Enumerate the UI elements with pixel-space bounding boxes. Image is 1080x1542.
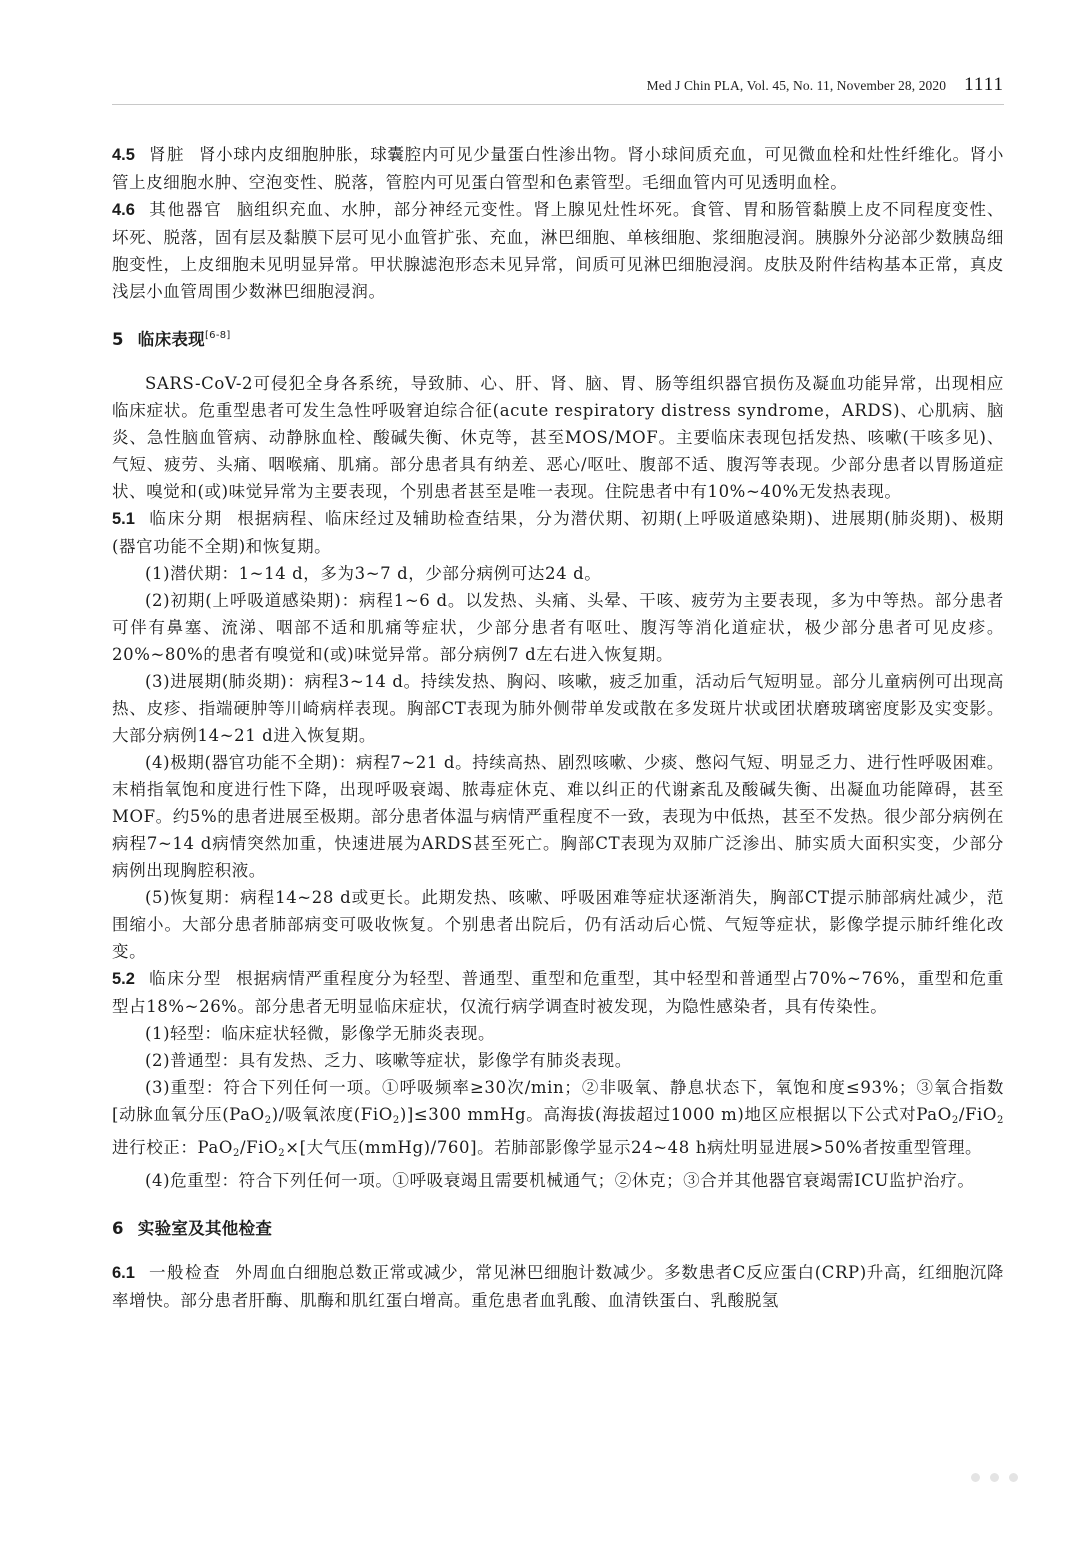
subsection-5-1 [112, 505, 1004, 560]
subscript: 2 [997, 1115, 1005, 1126]
paragraph-text: 根据病程、临床经过及辅助检查结果，分为潜伏期、初期(上呼吸道感染期)、进展期(肺炎期)、极期(器官功能不全期)和恢复期。 [112, 509, 1005, 556]
journal-citation: Med J Chin PLA, Vol. 45, No. 11, November 28, 2020 [646, 78, 947, 93]
dot-icon [990, 1473, 999, 1482]
subsection-title: 一般检查 [148, 1263, 222, 1282]
paragraph-text: 外周血白细胞总数正常或减少，常见淋巴细胞计数减少。多数患者C反应蛋白(CRP)升高，红细胞沉降率增快。部分患者肝酶、肌酶和肌红蛋白增高。重危患者血乳酸、血清铁蛋白、乳酸脱氢 [112, 1263, 1004, 1310]
text-run: ×[大气压(mmHg)/760]。若肺部影像学显示24~48 h病灶明显进展>50%者按重型管理。 [285, 1138, 983, 1157]
article-body [112, 141, 1004, 1314]
text-run: /FiO [240, 1138, 279, 1157]
subsection-title: 其他器官 [148, 200, 223, 219]
dot-icon [971, 1473, 980, 1482]
text-run: 进行校正：PaO [112, 1138, 234, 1157]
subscript: 2 [278, 1148, 286, 1159]
subscript: 2 [264, 1115, 272, 1126]
subscript: 2 [233, 1148, 240, 1159]
paragraph-text: 肾小球内皮细胞肿胀，球囊腔内可见少量蛋白性渗出物。肾小球间质充血，可见微血栓和灶性纤维化。肾小管上皮细胞水肿、空泡变性、脱落，管腔内可见蛋白管型和色素管型。毛细血管内可见透明血栓。 [112, 145, 1005, 192]
stage-item-recovery: (5)恢复期：病程14~28 d或更长。此期发热、咳嗽、呼吸困难等症状逐渐消失，胸部CT提示肺部病灶减少，范围缩小。大部分患者肺部病变可吸收恢复。个别患者出院后，仍有活动后心慌、气短等症状，影像学提示肺纤维化改变。 [112, 888, 1004, 961]
section-5-intro: SARS-CoV-2可侵犯全身各系统，导致肺、心、肝、肾、脑、胃、肠等组织器官损伤及凝血功能异常，出现相应临床症状。危重型患者可发生急性呼吸窘迫综合征(acute respiratory distress syndrome，ARDS)、心肌病、脑炎、急性脑血管病、动静脉血栓、酸碱失衡、休克等，甚至MOS/MOF。主要临床表现包括发热、咳嗽(干咳多见)、气短、疲劳、头痛、咽喉痛、肌痛。部分患者具有纳差、恶心/呕吐、腹部不适、腹泻等表现。少部分患者以胃肠道症状、嗅觉和(或)味觉异常为主要表现，个别患者甚至是唯一表现。住院患者中有10%~40%无发热表现。 [112, 374, 1004, 501]
subscript: 2 [951, 1115, 959, 1126]
section-title: 实验室及其他检查 [137, 1219, 273, 1238]
section-title: 临床表现 [137, 330, 205, 349]
text-run: )]≤300 mmHg。高海拔(海拔超过1000 m)地区应根据以下公式对PaO [399, 1105, 952, 1124]
subsection-title: 肾脏 [148, 145, 186, 164]
section-number: 6 [112, 1219, 124, 1238]
paragraph-text: 脑组织充血、水肿，部分神经元变性。肾上腺见灶性坏死。食管、胃和肠管黏膜上皮不同程度变性、坏死、脱落，固有层及黏膜下层可见小血管扩张、充血，淋巴细胞、单核细胞、浆细胞浸润。胰腺外分泌部少数胰岛细胞变性，上皮细胞未见明显异常。甲状腺滤泡形态未见异常，间质可见淋巴细胞浸润。皮肤及附件结构基本正常，真皮浅层小血管周围少数淋巴细胞浸润。 [112, 200, 1005, 301]
subsection-5-2 [112, 965, 1004, 1020]
subsection-number: 5.1 [112, 510, 135, 528]
subsection-4-5 [112, 141, 1004, 196]
reference-marker: [6-8] [204, 330, 231, 341]
type-item-common: (2)普通型：具有发热、乏力、咳嗽等症状，影像学有肺炎表现。 [145, 1051, 632, 1070]
subsection-title: 临床分型 [148, 969, 223, 988]
type-item-critical: (4)危重型：符合下列任何一项。①呼吸衰竭且需要机械通气；②休克；③合并其他器官衰竭需ICU监护治疗。 [145, 1171, 975, 1190]
stage-item-initial: (2)初期(上呼吸道感染期)：病程1~6 d。以发热、头痛、头晕、干咳、疲劳为主要表现，多为中等热。部分患者可伴有鼻塞、流涕、咽部不适和肌痛等症状，少部分患者有呕吐、腹泻等消化道症状，极少部分患者可见皮疹。20%~80%的患者有嗅觉和(或)味觉异常。部分病例7 d左右进入恢复期。 [112, 591, 1004, 664]
subsection-number: 6.1 [112, 1264, 135, 1282]
subsection-number: 4.6 [112, 201, 135, 219]
paragraph-text: 根据病情严重程度分为轻型、普通型、重型和危重型，其中轻型和普通型占70%~76%，重型和危重型占18%~26%。部分患者无明显临床症状，仅流行病学调查时被发现，为隐性感染者，具有传染性。 [112, 969, 1005, 1016]
section-6-heading [112, 1215, 1004, 1242]
header-rule [112, 104, 1004, 105]
text-run: /FiO [958, 1105, 998, 1124]
subsection-number: 5.2 [112, 970, 135, 988]
stage-item-progression: (3)进展期(肺炎期)：病程3~14 d。持续发热、胸闷、咳嗽，疲乏加重，活动后气短明显。部分儿童病例可出现高热、皮疹、指端硬肿等川崎病样表现。胸部CT表现为肺外侧带单发或散在多发斑片状或团状磨玻璃密度影及实变影。大部分病例14~21 d进入恢复期。 [112, 672, 1004, 745]
type-item-mild: (1)轻型：临床症状轻微，影像学无肺炎表现。 [145, 1024, 496, 1043]
subsection-title: 临床分期 [148, 509, 224, 528]
subsection-6-1 [112, 1259, 1004, 1314]
dot-icon [1009, 1473, 1018, 1482]
running-header [647, 74, 1004, 96]
subsection-4-6 [112, 196, 1004, 305]
stage-item-incubation: (1)潜伏期：1~14 d，多为3~7 d，少部分病例可达24 d。 [145, 564, 602, 583]
text-run: )/吸氧浓度(FiO [271, 1105, 393, 1124]
section-number: 5 [112, 330, 124, 349]
subsection-number: 4.5 [112, 146, 135, 164]
type-item-severe [112, 1074, 1004, 1167]
text-run: (3)重型：符合下列任何一项。①呼吸频率≥30次/min；②非吸氧、静息状态下，氧饱和度≤93%；③氧合指数[动脉血氧分压(PaO [112, 1078, 1004, 1124]
watermark-dots [971, 1473, 1018, 1482]
subscript: 2 [392, 1115, 400, 1126]
section-5-heading [112, 322, 1004, 353]
page-number: 1111 [964, 74, 1004, 95]
stage-item-critical: (4)极期(器官功能不全期)：病程7~21 d。持续高热、剧烈咳嗽、少痰、憋闷气短、明显乏力、进行性呼吸困难。末梢指氧饱和度进行性下降，出现呼吸衰竭、脓毒症休克、难以纠正的代谢紊乱及酸碱失衡、出凝血功能障碍，甚至MOF。约5%的患者进展至极期。部分患者体温与病情严重程度不一致，表现为中低热，甚至不发热。很少部分病例在病程7~14 d病情突然加重，快速进展为ARDS甚至死亡。胸部CT表现为双肺广泛渗出、肺实质大面积实变，少部分病例出现胸腔积液。 [112, 753, 1004, 880]
